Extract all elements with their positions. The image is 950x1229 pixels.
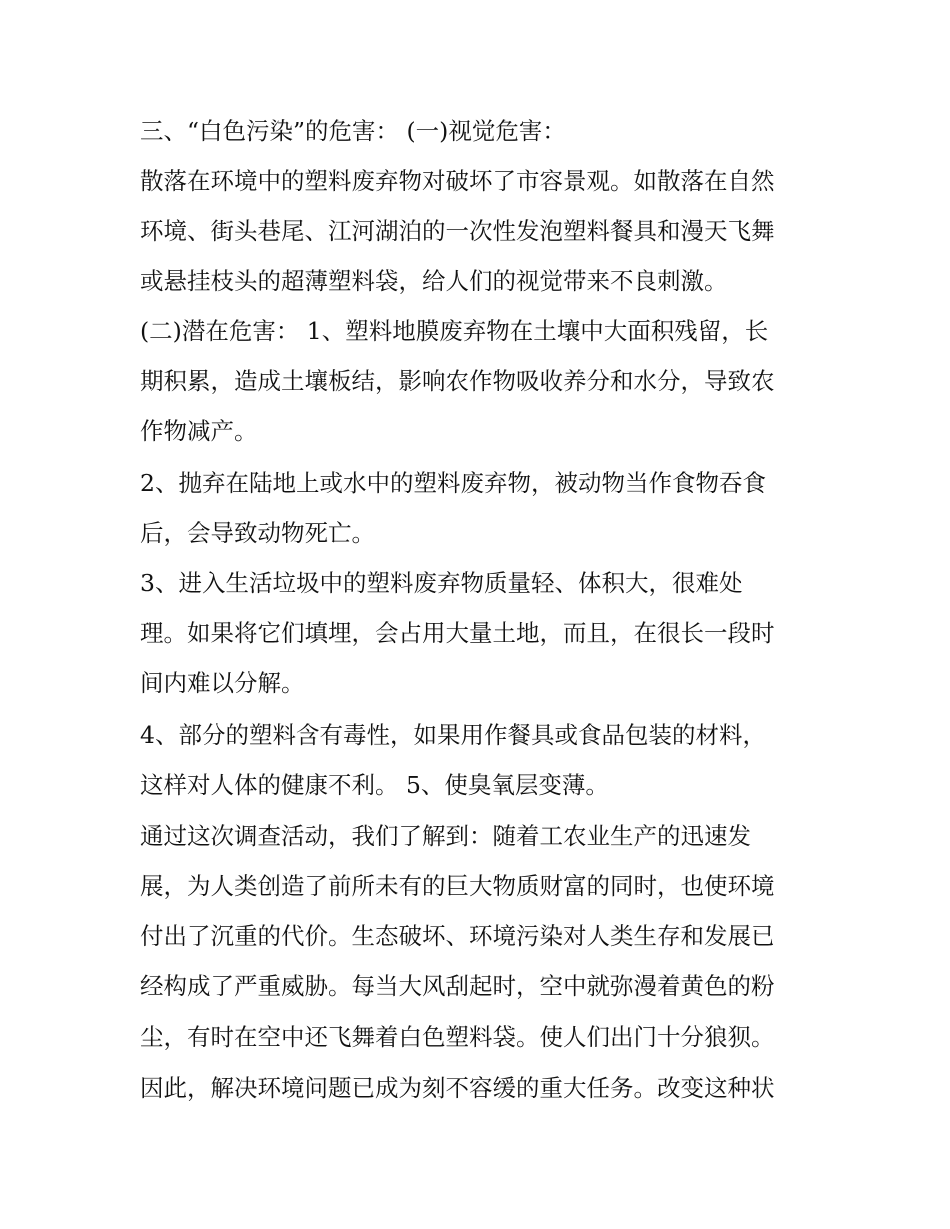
paragraph-line: 期积累，造成土壤板结，影响农作物吸收养分和水分，导致农 bbox=[140, 367, 775, 395]
paragraph-line: 2、抛弃在陆地上或水中的塑料废弃物，被动物当作食物吞食 bbox=[140, 469, 766, 497]
paragraph-line: 环境、街头巷尾、江河湖泊的一次性发泡塑料餐具和漫天飞舞 bbox=[140, 217, 775, 245]
paragraph-line: 后，会导致动物死亡。 bbox=[140, 519, 375, 547]
paragraph-line: 作物减产。 bbox=[140, 417, 258, 445]
paragraph-line: 3、进入生活垃圾中的塑料废弃物质量轻、体积大，很难处 bbox=[140, 569, 743, 597]
paragraph-line: 因此，解决环境问题已成为刻不容缓的重大任务。改变这种状 bbox=[140, 1074, 775, 1102]
paragraph-line: 尘，有时在空中还飞舞着白色塑料袋。使人们出门十分狼狈。 bbox=[140, 1023, 775, 1051]
paragraph-line: 4、部分的塑料含有毒性，如果用作餐具或食品包装的材料， bbox=[140, 721, 766, 749]
paragraph-line: 或悬挂枝头的超薄塑料袋，给人们的视觉带来不良刺激。 bbox=[140, 267, 728, 295]
paragraph-line: 展，为人类创造了前所未有的巨大物质财富的同时，也使环境 bbox=[140, 872, 775, 900]
paragraph-line: 经构成了严重威胁。每当大风刮起时，空中就弥漫着黄色的粉 bbox=[140, 972, 775, 1000]
paragraph-line: 通过这次调查活动，我们了解到：随着工农业生产的迅速发 bbox=[140, 822, 751, 850]
paragraph-line: 间内难以分解。 bbox=[140, 669, 305, 697]
paragraph-line: 付出了沉重的代价。生态破坏、环境污染对人类生存和发展已 bbox=[140, 922, 775, 950]
section-heading: 三、“白色污染”的危害： (一)视觉危害： bbox=[140, 117, 566, 145]
paragraph-line: (二)潜在危害： 1、塑料地膜废弃物在土壤中大面积残留，长 bbox=[140, 317, 769, 345]
paragraph-line: 散落在环境中的塑料废弃物对破坏了市容景观。如散落在自然 bbox=[140, 167, 775, 195]
paragraph-line: 这样对人体的健康不利。 5、使臭氧层变薄。 bbox=[140, 771, 609, 799]
paragraph-line: 理。如果将它们填埋，会占用大量土地，而且，在很长一段时 bbox=[140, 619, 775, 647]
